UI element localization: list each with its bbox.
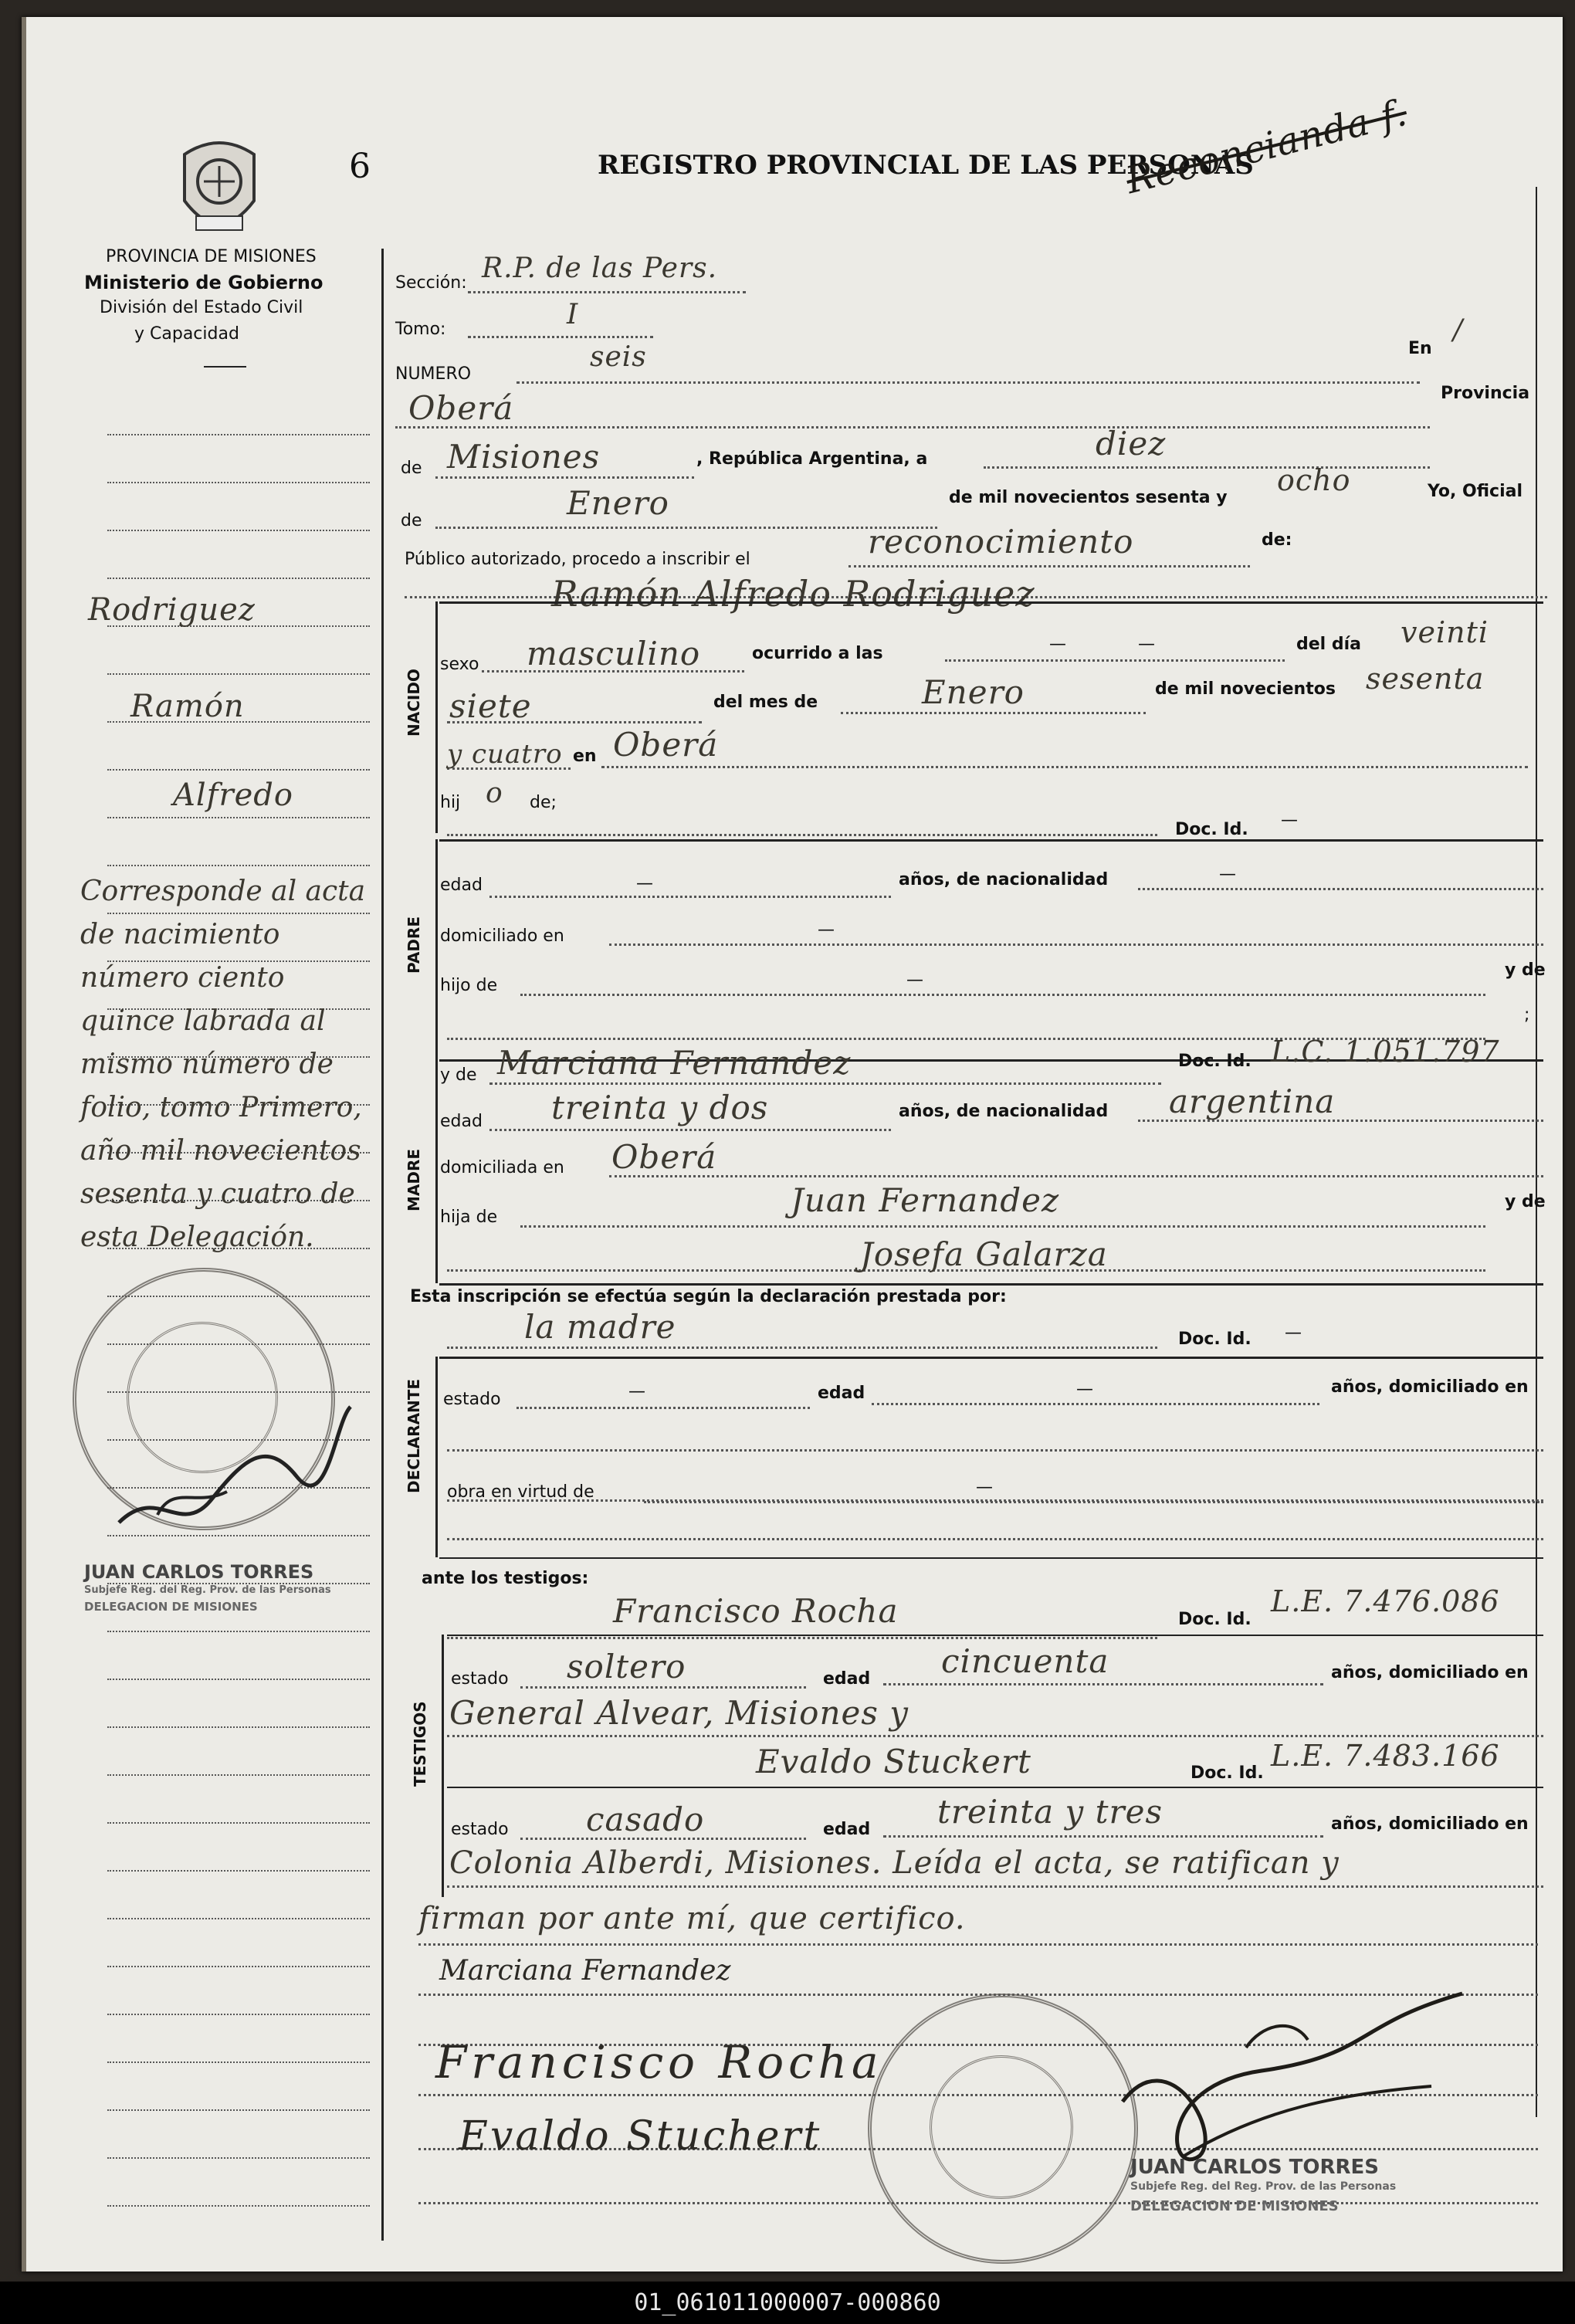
declarante-bottom-line: [439, 1557, 1543, 1559]
madre-dom-label: domiciliada en: [440, 1158, 564, 1177]
seccion-label: Sección:: [395, 273, 467, 293]
madre-hija-line: [520, 1225, 1485, 1228]
madre-edad-label: edad: [440, 1112, 483, 1131]
margin-ruled-line: [107, 1870, 370, 1872]
dia-line: [984, 466, 1430, 469]
testigo2-dom: Colonia Alberdi, Misiones. Leída el acta, se ratifican y: [449, 1845, 1340, 1881]
madre-madre-value: Josefa Galarza: [860, 1235, 1108, 1273]
hora2-value: —: [1138, 635, 1155, 654]
image-caption: 01_061011000007-000860: [0, 2282, 1575, 2324]
testigo1-estado-line: [520, 1686, 806, 1689]
madre-dom-value: Oberá: [611, 1138, 717, 1176]
testigo2-estado-label: estado: [451, 1820, 509, 1839]
madre-yde-label: y de: [440, 1065, 477, 1085]
acto-value: reconocimiento: [868, 523, 1134, 561]
org-divider: [204, 366, 246, 368]
hora1-value: —: [1049, 635, 1066, 654]
hij-label: hij: [440, 793, 461, 812]
provincia-label: Provincia: [1441, 384, 1530, 403]
hij-value: o: [486, 777, 503, 809]
del-mes-label: del mes de: [713, 693, 818, 712]
declaracion-intro: Esta inscripción se efectúa según la declaración prestada por:: [410, 1287, 1007, 1306]
margin-ruled-line: [107, 2109, 370, 2111]
de-label: de: [401, 459, 422, 478]
declarante-bracket: [435, 1357, 438, 1557]
margin-note: Corresponde al acta de nacimiento número ciento quince labrada al mismo número de folio, tomo Primero, año mil novecientos sesenta y cuatro de esta Delegación.: [80, 876, 366, 1253]
madre-doc-label: Doc. Id.: [1178, 1052, 1252, 1071]
seccion-line: [468, 291, 746, 293]
lugar-value: Oberá: [408, 389, 514, 427]
nac-doc-label: Doc. Id.: [1175, 820, 1248, 839]
madre-edad-value: treinta y dos: [551, 1089, 769, 1126]
madre-bottom-line: [439, 1283, 1543, 1286]
declarante-doc-value: —: [1285, 1323, 1302, 1343]
margin-ruled-line: [107, 1679, 370, 1680]
margin-ruled-line: [107, 482, 370, 483]
margin-ruled-line: [107, 1726, 370, 1728]
margin-ruled-line: [107, 530, 370, 531]
testigo2-dom-line: [447, 1885, 1543, 1888]
madre-doc-value: L.C. 1.051.797: [1271, 1035, 1500, 1069]
nacido-dia2: siete: [449, 687, 532, 725]
padre-dom-label: domiciliado en: [440, 927, 564, 946]
testigo2-top-line: [447, 1787, 1543, 1788]
nombre-value: Ramón Alfredo Rodriguez: [551, 573, 1035, 615]
margin-official-name: JUAN CARLOS TORRES: [84, 1561, 314, 1583]
nacido-dia: veinti: [1401, 615, 1489, 649]
padre-hijo-value: —: [906, 971, 923, 990]
margin-ruled-line: [107, 673, 370, 675]
de2-label: de: [401, 511, 422, 530]
closing-text: firman por ante mí, que certifico.: [418, 1901, 966, 1936]
testigo1-dom: General Alvear, Misiones y: [449, 1694, 909, 1732]
testigos-intro: ante los testigos:: [422, 1569, 589, 1588]
margin-official-title: Subjefe Reg. del Reg. Prov. de las Personas: [84, 1584, 331, 1596]
numero-line: [517, 381, 1420, 384]
de3-label: de:: [1262, 530, 1292, 550]
testigo2-doc-label: Doc. Id.: [1191, 1763, 1264, 1783]
nacido-top-line: [439, 601, 1543, 604]
margin-ruled-line: [107, 1822, 370, 1824]
margin-ruled-line: [107, 769, 370, 771]
publico-label: Público autorizado, procedo a inscribir el: [405, 550, 750, 569]
declarante-obra-line-2: [447, 1538, 1543, 1540]
margin-ruled-line: [107, 817, 370, 818]
official-region: DELEGACION DE MISIONES: [1130, 2198, 1339, 2214]
seccion-value: R.P. de las Pers.: [482, 252, 718, 284]
sexo-value: masculino: [527, 635, 701, 672]
declarante-estado-label: estado: [443, 1390, 501, 1409]
margin-ruled-line: [107, 2157, 370, 2159]
signature-francisco: Francisco Rocha: [435, 2036, 883, 2089]
madre-bracket: [435, 1059, 438, 1283]
padre-nac-line: [1138, 888, 1543, 890]
fecha-mes: Enero: [567, 484, 669, 522]
madre-padre-value: Juan Fernandez: [791, 1181, 1060, 1219]
margin-divider: [381, 249, 384, 2241]
testigo1-edad-line: [883, 1683, 1323, 1685]
declarante-nombre-line: [447, 1347, 1157, 1349]
declarante-edad-label: edad: [818, 1384, 865, 1403]
testigo2-edad: treinta y tres: [937, 1793, 1163, 1831]
declarante-section-label: DECLARANTE: [405, 1378, 423, 1493]
hora-line: [945, 659, 1285, 662]
padre-hijo-label: hijo de: [440, 976, 498, 995]
testigo1-nombre: Francisco Rocha: [613, 1592, 899, 1630]
madre-section-label: MADRE: [405, 1148, 423, 1211]
official-title: Subjefe Reg. del Reg. Prov. de las Personas: [1130, 2180, 1397, 2193]
right-border: [1536, 187, 1537, 2117]
nacido-lugar: Oberá: [613, 726, 719, 764]
padre-edad-line: [489, 896, 891, 898]
del-dia-label: del día: [1296, 635, 1362, 654]
testigo1-edad: cincuenta: [941, 1642, 1109, 1680]
nac-doc-line: [447, 834, 1157, 836]
testigo1-doc-label: Doc. Id.: [1178, 1610, 1252, 1629]
padre-nac-value: —: [1219, 865, 1236, 884]
padre-nac-label: años, de nacionalidad: [899, 870, 1109, 889]
hij-de-label: de;: [530, 793, 557, 812]
closing-line: [418, 1943, 1538, 1946]
yo-label: Yo, Oficial: [1428, 482, 1523, 501]
official-seal-inner: [930, 2055, 1073, 2199]
margin-ruled-line: [107, 578, 370, 579]
madre-hija-label: hija de: [440, 1208, 498, 1227]
testigo2-estado: casado: [586, 1801, 705, 1838]
page-title: REGISTRO PROVINCIAL DE LAS PERSONAS: [598, 150, 1254, 181]
padre-yde-label: y de: [1505, 960, 1546, 980]
declarante-doc-label: Doc. Id.: [1178, 1330, 1252, 1349]
nac-lugar-line: [601, 766, 1528, 768]
margin-ruled-line: [107, 1631, 370, 1632]
testigo1-edad-label: edad: [823, 1669, 871, 1689]
fecha-dia: diez: [1096, 425, 1167, 462]
testigos-top-line: [447, 1635, 1543, 1636]
nacido-anio2: y cuatro: [447, 739, 563, 770]
page-number: 6: [349, 147, 371, 186]
numero-label: NUMERO: [395, 364, 472, 384]
tomo-label: Tomo:: [395, 320, 446, 339]
nac-en-label: en: [573, 747, 597, 766]
margin-surname: Rodriguez: [88, 592, 256, 628]
testigo1-dom-line: [447, 1735, 1543, 1737]
padre-dom-line: [609, 943, 1543, 946]
testigo1-nombre-line: [447, 1637, 1157, 1639]
nac-mes-line: [841, 712, 1146, 714]
mes-line: [435, 527, 937, 529]
mil-label: de mil novecientos sesenta y: [949, 488, 1228, 507]
document-page: [22, 17, 1563, 2271]
madre-nac-label: años, de nacionalidad: [899, 1102, 1109, 1121]
margin-ruled-line: [107, 2061, 370, 2063]
madre-edad-line: [489, 1129, 891, 1131]
testigos-bracket: [442, 1635, 444, 1897]
nacido-mes: Enero: [922, 673, 1025, 711]
testigo2-edad-line: [883, 1835, 1323, 1838]
padre-dom-value: —: [818, 920, 835, 940]
official-name: JUAN CARLOS TORRES: [1130, 2156, 1380, 2179]
margin-second-name: Alfredo: [173, 777, 293, 813]
nacido-anio: sesenta: [1366, 662, 1485, 696]
fecha-anio: ocho: [1277, 463, 1351, 497]
padre-edad-label: edad: [440, 876, 483, 895]
padre-bracket: [435, 839, 438, 1059]
padre-yde-semicolon: ;: [1524, 1005, 1530, 1025]
org-line-3: División del Estado Civil: [100, 298, 303, 317]
declarante-anios-label: años, domiciliado en: [1331, 1377, 1529, 1397]
org-line-2: Ministerio de Gobierno: [84, 272, 323, 293]
margin-ruled-line: [107, 1774, 370, 1776]
en-value: /: [1453, 314, 1464, 346]
testigo2-doc-value: L.E. 7.483.166: [1271, 1739, 1500, 1773]
padre-edad-value: —: [636, 874, 653, 893]
declarante-obra-label: obra en virtud de: [447, 1482, 594, 1502]
reconciled-stamp: Reconcianda f.: [1121, 90, 1412, 203]
padre-top-line: [439, 839, 1543, 842]
nacido-section-label: NACIDO: [405, 669, 423, 737]
tomo-line: [468, 336, 653, 338]
provincia-value: Misiones: [447, 438, 601, 476]
margin-official-signature-mark: [111, 1391, 358, 1546]
testigo1-doc-value: L.E. 7.476.086: [1271, 1584, 1500, 1618]
nac-doc-value: —: [1281, 811, 1298, 830]
provincia-line: [435, 476, 694, 479]
declarante-top-line: [439, 1357, 1543, 1359]
declarante-obra-value: —: [976, 1478, 993, 1497]
signature-evaldo: Evaldo Stuchert: [459, 2113, 822, 2160]
margin-official-region: DELEGACION DE MISIONES: [84, 1600, 258, 1614]
madre-nombre: Marciana Fernandez: [497, 1044, 852, 1082]
acto-line: [848, 565, 1250, 567]
testigos-section-label: TESTIGOS: [411, 1701, 429, 1787]
testigo1-anios-label: años, domiciliado en: [1331, 1663, 1529, 1682]
declarante-estado-line: [517, 1407, 810, 1409]
margin-ruled-line: [107, 434, 370, 435]
ocurrido-label: ocurrido a las: [752, 644, 883, 663]
lugar-line: [395, 426, 1430, 429]
official-signature-mark: [1107, 1978, 1478, 2179]
margin-ruled-line: [107, 1918, 370, 1919]
declarante-nombre: la madre: [524, 1308, 676, 1346]
margin-ruled-line: [107, 865, 370, 866]
madre-yde2-label: y de: [1505, 1192, 1546, 1211]
declarante-dom-line: [447, 1449, 1543, 1452]
numero-value: seis: [590, 341, 647, 373]
en-label: En: [1408, 339, 1432, 358]
testigo1-estado-label: estado: [451, 1669, 509, 1689]
madre-dom-line: [609, 1175, 1543, 1177]
margin-ruled-line: [107, 2205, 370, 2207]
testigo1-estado: soltero: [567, 1648, 686, 1685]
declarante-edad-value: —: [1076, 1380, 1093, 1399]
nac-mil-label: de mil novecientos: [1155, 679, 1336, 699]
testigo2-nombre: Evaldo Stuckert: [756, 1743, 1031, 1780]
margin-first-name: Ramón: [130, 689, 245, 724]
republica-label: , República Argentina, a: [696, 449, 928, 469]
declarante-estado-value: —: [628, 1382, 645, 1401]
sexo-label: sexo: [440, 655, 479, 674]
testigo2-edad-label: edad: [823, 1820, 871, 1839]
padre-hijo-line: [520, 994, 1485, 996]
testigo2-anios-label: años, domiciliado en: [1331, 1814, 1529, 1834]
declarante-obra-line: [644, 1501, 1543, 1503]
declarante-edad-line: [872, 1403, 1319, 1405]
margin-ruled-line: [107, 1966, 370, 1967]
padre-section-label: PADRE: [405, 916, 423, 974]
org-line-1: PROVINCIA DE MISIONES: [106, 247, 317, 266]
madre-nombre-line: [489, 1082, 1161, 1085]
coat-of-arms-icon: [169, 131, 269, 247]
signature-marciana: Marciana Fernandez: [439, 1955, 731, 1987]
madre-nac-value: argentina: [1169, 1082, 1336, 1120]
margin-ruled-line: [107, 2014, 370, 2015]
org-line-4: y Capacidad: [134, 324, 239, 344]
tomo-value: I: [567, 299, 579, 330]
nacido-bracket: [435, 601, 438, 833]
